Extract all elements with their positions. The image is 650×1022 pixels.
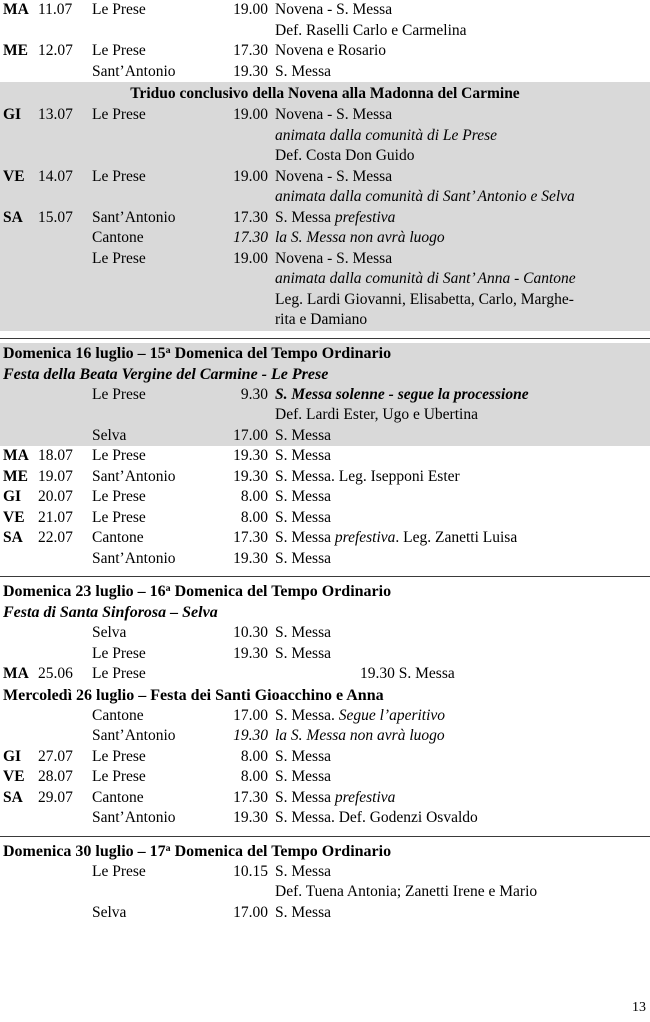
- row-description: S. Messa: [275, 549, 331, 567]
- schedule-block: [0, 0, 650, 82]
- row-description: S. Messa: [275, 644, 331, 662]
- row-date: 14.07: [38, 167, 73, 185]
- row-time: 9.30: [240, 385, 268, 403]
- row-date: 25.06: [38, 665, 73, 682]
- row-time: 17.30: [233, 529, 268, 546]
- row-location: Cantone: [92, 229, 144, 246]
- row-description: S. Messa: [275, 508, 331, 526]
- schedule-row: [0, 549, 650, 570]
- row-date: 20.07: [38, 488, 73, 505]
- schedule-block: [0, 581, 650, 664]
- row-description: S. Messa prefestiva: [275, 208, 396, 226]
- row-location: Sant’Antonio: [92, 62, 176, 80]
- row-description: 19.30 S. Messa: [360, 665, 455, 682]
- row-weekday: VE: [3, 768, 25, 785]
- row-time: 8.00: [240, 488, 268, 505]
- schedule-row: [0, 21, 650, 42]
- schedule-row: [0, 623, 650, 644]
- row-weekday: SA: [3, 788, 23, 806]
- schedule-row: [0, 105, 650, 126]
- row-date: 29.07: [38, 788, 73, 806]
- row-time: 17.00: [233, 426, 268, 444]
- schedule-row: [0, 187, 650, 208]
- row-time: 17.30: [233, 208, 268, 226]
- row-date: 19.07: [38, 467, 73, 485]
- row-location: Le Prese: [92, 508, 146, 526]
- row-description: S. Messa: [275, 426, 331, 444]
- row-location: Cantone: [92, 706, 144, 724]
- row-description: Def. Costa Don Guido: [275, 147, 415, 164]
- schedule-row: [0, 385, 650, 406]
- row-description: Novena e Rosario: [275, 42, 387, 59]
- row-description: la S. Messa non avrà luogo: [275, 727, 445, 744]
- section-heading: Domenica 16 luglio – 15$^a$ Domenica del Tempo Ordinario: [3, 344, 392, 362]
- row-location: Le Prese: [92, 1, 146, 18]
- schedule-row: [0, 167, 650, 188]
- section-heading: Domenica 23 luglio – 16$^a$ Domenica del Tempo Ordinario: [3, 582, 392, 600]
- row-weekday: MA: [3, 447, 29, 464]
- row-date: 13.07: [38, 106, 73, 123]
- ordinal-suffix: a: [165, 344, 171, 356]
- row-weekday: VE: [3, 167, 25, 185]
- schedule-row: [0, 269, 650, 290]
- schedule-row: [0, 228, 650, 249]
- row-time: 17.00: [233, 706, 268, 724]
- row-location: Le Prese: [92, 249, 146, 267]
- row-description: Novena - S. Messa: [275, 106, 393, 123]
- schedule-row: [0, 808, 650, 829]
- row-location: Le Prese: [92, 768, 146, 785]
- schedule-row: [0, 446, 650, 467]
- schedule-row: [0, 208, 650, 229]
- section-heading: Domenica 30 luglio – 17$^a$ Domenica del Tempo Ordinario: [3, 842, 392, 860]
- row-time: 10.30: [233, 624, 268, 641]
- schedule-row: [0, 405, 650, 426]
- schedule-row: [0, 644, 650, 665]
- row-time: 19.30: [233, 809, 268, 826]
- row-time: 19.30: [233, 62, 268, 80]
- row-weekday: ME: [3, 467, 28, 485]
- row-location: Sant’Antonio: [92, 809, 176, 826]
- row-description: animata dalla comunità di Sant’ Anna - Cantone: [275, 270, 576, 287]
- row-time: 19.00: [233, 1, 268, 18]
- schedule-block: [0, 685, 650, 747]
- row-location: Le Prese: [92, 665, 146, 682]
- row-date: 11.07: [38, 1, 73, 18]
- row-description: S. Messa: [275, 488, 331, 505]
- row-description: Def. Lardi Ester, Ugo e Ubertina: [275, 406, 478, 423]
- row-description: animata dalla comunità di Le Prese: [275, 126, 498, 144]
- schedule-row: [0, 0, 650, 21]
- row-location: Le Prese: [92, 862, 146, 880]
- schedule-row: [0, 767, 650, 788]
- schedule-row: [0, 726, 650, 747]
- row-weekday: GI: [3, 106, 22, 123]
- row-location: Sant’Antonio: [92, 549, 176, 567]
- row-time: 19.30: [233, 644, 268, 662]
- row-time: 19.00: [233, 249, 268, 267]
- row-time: 19.30: [233, 447, 268, 464]
- row-location: Selva: [92, 426, 127, 444]
- schedule-row: [0, 426, 650, 447]
- row-description: animata dalla comunità di Sant’ Antonio e Selva: [275, 188, 575, 205]
- row-weekday: GI: [3, 747, 22, 765]
- row-description: Novena - S. Messa: [275, 1, 393, 18]
- schedule-block: [0, 841, 650, 924]
- row-location: Selva: [92, 903, 127, 921]
- row-description: la S. Messa non avrà luogo: [275, 229, 445, 246]
- row-time: 19.30: [233, 467, 268, 485]
- block-banner-heading: Triduo conclusivo della Novena alla Madonna del Carmine: [130, 85, 520, 102]
- row-time: 19.00: [233, 167, 268, 185]
- row-date: 22.07: [38, 529, 73, 546]
- row-location: Le Prese: [92, 167, 146, 185]
- schedule-row: [0, 310, 650, 331]
- row-weekday: MA: [3, 665, 29, 682]
- section-subheading: Festa di Santa Sinforosa – Selva: [3, 604, 218, 621]
- row-description: S. Messa: [275, 768, 331, 785]
- row-location: Cantone: [92, 529, 144, 546]
- row-date: 15.07: [38, 208, 73, 226]
- row-weekday: VE: [3, 508, 25, 526]
- schedule-block: [0, 82, 650, 331]
- schedule-row: [0, 126, 650, 147]
- row-weekday: MA: [3, 1, 29, 18]
- schedule-row: [0, 706, 650, 727]
- row-weekday: SA: [3, 529, 23, 546]
- schedule-row: [0, 62, 650, 83]
- row-description: Novena - S. Messa: [275, 167, 393, 185]
- row-location: Le Prese: [92, 447, 146, 464]
- row-date: 18.07: [38, 447, 73, 464]
- row-location: Selva: [92, 624, 127, 641]
- ordinal-suffix: a: [165, 842, 171, 854]
- row-description: S. Messa solenne - segue la processione: [275, 385, 529, 403]
- schedule-block: [0, 747, 650, 829]
- row-location: Le Prese: [92, 106, 146, 123]
- row-location: Le Prese: [92, 42, 146, 59]
- block-spacer: [0, 331, 650, 338]
- schedule-row: [0, 487, 650, 508]
- schedule-row: [0, 508, 650, 529]
- row-location: Sant’Antonio: [92, 467, 176, 485]
- page-number: 13: [632, 1000, 646, 1015]
- ordinal-suffix: a: [165, 582, 171, 594]
- row-location: Le Prese: [92, 644, 146, 662]
- row-date: 28.07: [38, 768, 73, 785]
- row-time: 17.30: [233, 229, 268, 246]
- row-location: Le Prese: [92, 747, 146, 765]
- row-description: Leg. Lardi Giovanni, Elisabetta, Carlo, Marghe-: [275, 290, 574, 308]
- row-description: S. Messa. Def. Godenzi Osvaldo: [275, 809, 478, 826]
- schedule-row: [0, 862, 650, 883]
- row-description: S. Messa: [275, 624, 331, 641]
- row-description: S. Messa prefestiva. Leg. Zanetti Luisa: [275, 529, 518, 546]
- row-description: S. Messa prefestiva: [275, 788, 396, 806]
- schedule-row: [0, 467, 650, 488]
- row-location: Sant’Antonio: [92, 727, 176, 744]
- row-description: S. Messa: [275, 747, 331, 765]
- row-location: Cantone: [92, 788, 144, 806]
- row-location: Le Prese: [92, 385, 146, 403]
- schedule-row: [0, 290, 650, 311]
- row-description: S. Messa. Leg. Isepponi Ester: [275, 467, 460, 485]
- schedule-block: [0, 446, 650, 569]
- row-time: 8.00: [240, 747, 268, 765]
- row-description: S. Messa: [275, 62, 331, 80]
- row-description: rita e Damiano: [275, 311, 368, 328]
- schedule-row: [0, 903, 650, 924]
- schedule-row: [0, 528, 650, 549]
- schedule-row: [0, 747, 650, 768]
- row-location: Le Prese: [92, 488, 146, 505]
- block-spacer: [0, 569, 650, 576]
- row-date: 21.07: [38, 508, 73, 526]
- section-heading: Mercoledì 26 luglio – Festa dei Santi Gioacchino e Anna: [3, 686, 384, 704]
- row-description: S. Messa: [275, 862, 331, 880]
- block-spacer: [0, 829, 650, 836]
- row-time: 10.15: [233, 862, 268, 880]
- row-description: Def. Raselli Carlo e Carmelina: [275, 21, 467, 39]
- schedule-row: [0, 249, 650, 270]
- row-description: S. Messa: [275, 447, 331, 464]
- schedule-row: [0, 41, 650, 62]
- row-time: 17.00: [233, 903, 268, 921]
- row-time: 19.30: [233, 549, 268, 567]
- row-weekday: ME: [3, 42, 28, 59]
- row-time: 17.30: [233, 788, 268, 806]
- row-weekday: SA: [3, 208, 23, 226]
- row-description: Novena - S. Messa: [275, 249, 393, 267]
- schedule-row: [0, 788, 650, 809]
- schedule-block: [0, 343, 650, 447]
- schedule-block: [0, 664, 650, 685]
- schedule-row: [0, 882, 650, 903]
- row-time: 8.00: [240, 508, 268, 526]
- row-time: 19.00: [233, 106, 268, 123]
- row-description: Def. Tuena Antonia; Zanetti Irene e Mario: [275, 883, 538, 900]
- schedule-row: [0, 146, 650, 167]
- row-date: 27.07: [38, 747, 73, 765]
- section-subheading: Festa della Beata Vergine del Carmine - Le Prese: [3, 365, 329, 383]
- row-time: 8.00: [240, 768, 268, 785]
- row-location: Sant’Antonio: [92, 208, 176, 226]
- schedule-row: [0, 664, 650, 685]
- row-weekday: GI: [3, 488, 22, 505]
- row-description: S. Messa. Segue l’aperitivo: [275, 706, 446, 724]
- row-description: S. Messa: [275, 903, 331, 921]
- row-time: 19.30: [233, 727, 268, 744]
- row-time: 17.30: [233, 42, 268, 59]
- row-date: 12.07: [38, 42, 73, 59]
